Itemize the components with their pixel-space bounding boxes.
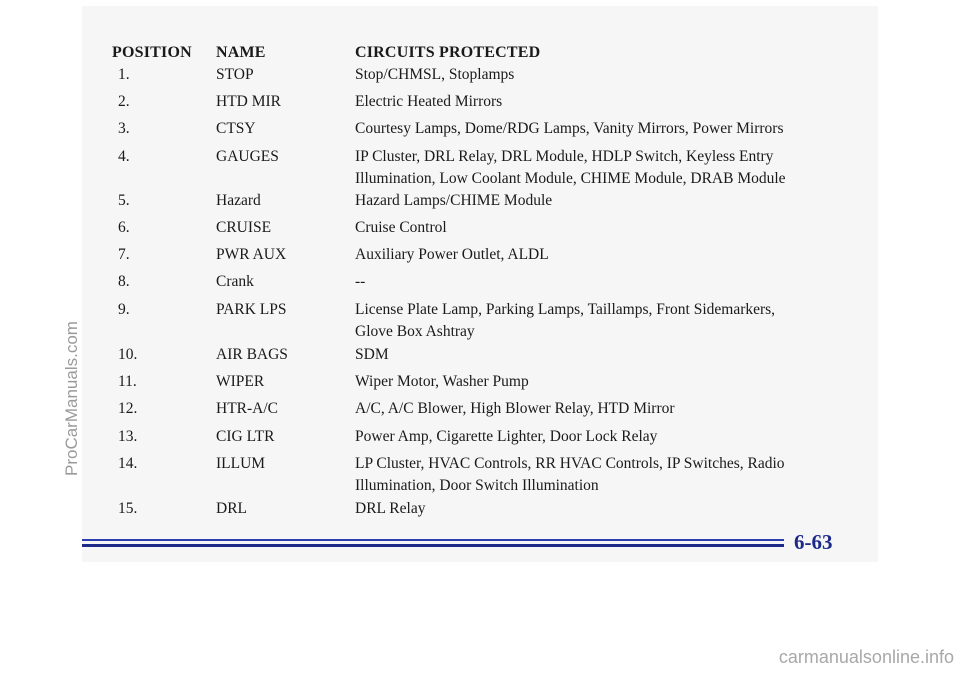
row-name: WIPER: [216, 373, 265, 390]
page-number: 6-63: [794, 530, 833, 554]
page-footer-rule: [82, 536, 784, 550]
circuit-line: Wiper Motor, Washer Pump: [355, 373, 529, 390]
row-position: 10.: [118, 346, 138, 363]
row-circuits: [355, 498, 855, 520]
circuit-line: Illumination, Low Coolant Module, CHIME Module, DRAB Module: [355, 170, 786, 187]
circuit-line: License Plate Lamp, Parking Lamps, Taillamps, Front Sidemarkers,: [355, 301, 776, 318]
row-name: PARK LPS: [216, 301, 287, 318]
row-position: 12.: [118, 400, 138, 417]
circuit-line: Electric Heated Mirrors: [355, 93, 503, 110]
circuit-line: LP Cluster, HVAC Controls, RR HVAC Controls, IP Switches, Radio: [355, 455, 785, 472]
row-position: 14.: [118, 455, 138, 472]
row-circuits: [355, 64, 855, 86]
row-circuits: [355, 190, 855, 212]
row-circuits: [355, 91, 855, 113]
row-position: 13.: [118, 428, 138, 445]
row-position: 11.: [118, 373, 137, 390]
circuit-line: DRL Relay: [355, 500, 426, 517]
circuit-line: Stop/CHMSL, Stoplamps: [355, 66, 515, 83]
row-circuits: [355, 118, 855, 140]
watermark-side: ProCarManuals.com: [62, 321, 81, 476]
circuit-line: A/C, A/C Blower, High Blower Relay, HTD Mirror: [355, 400, 675, 417]
row-position: 3.: [118, 120, 130, 137]
circuit-line: Cruise Control: [355, 219, 447, 236]
header-position: POSITION: [112, 44, 192, 61]
circuit-line: Auxiliary Power Outlet, ALDL: [355, 246, 549, 263]
row-name: CIG LTR: [216, 428, 275, 445]
row-name: STOP: [216, 66, 254, 83]
row-circuits: [355, 344, 855, 366]
row-circuits: [355, 398, 855, 420]
row-circuits: [355, 453, 855, 497]
row-position: 2.: [118, 93, 130, 110]
circuit-line: Illumination, Door Switch Illumination: [355, 477, 599, 494]
row-position: 5.: [118, 192, 130, 209]
watermark-bottom: carmanualsonline.info: [778, 647, 954, 667]
row-position: 1.: [118, 66, 130, 83]
row-name: Hazard: [216, 192, 261, 209]
row-position: 6.: [118, 219, 130, 236]
circuit-line: Power Amp, Cigarette Lighter, Door Lock Relay: [355, 428, 658, 445]
row-name: CTSY: [216, 120, 256, 137]
row-position: 15.: [118, 500, 138, 517]
row-circuits: [355, 244, 855, 266]
row-circuits: [355, 217, 855, 239]
row-position: 4.: [118, 148, 130, 165]
row-circuits: [355, 271, 855, 293]
circuit-line: Glove Box Ashtray: [355, 323, 475, 340]
row-circuits: [355, 299, 855, 343]
row-circuits: [355, 371, 855, 393]
row-position: 9.: [118, 301, 130, 318]
circuit-line: --: [355, 273, 366, 290]
row-name: AIR BAGS: [216, 346, 288, 363]
row-name: HTD MIR: [216, 93, 282, 110]
row-name: DRL: [216, 500, 247, 517]
row-position: 8.: [118, 273, 130, 290]
circuit-line: SDM: [355, 346, 389, 363]
manual-page: [82, 6, 878, 562]
row-circuits: [355, 426, 855, 448]
row-name: ILLUM: [216, 455, 266, 472]
row-name: CRUISE: [216, 219, 272, 236]
row-name: GAUGES: [216, 148, 279, 165]
circuit-line: Courtesy Lamps, Dome/RDG Lamps, Vanity Mirrors, Power Mirrors: [355, 120, 784, 137]
circuit-line: Hazard Lamps/CHIME Module: [355, 192, 553, 209]
row-position: 7.: [118, 246, 130, 263]
row-name: HTR-A/C: [216, 400, 278, 417]
header-name: NAME: [216, 44, 266, 61]
row-name: PWR AUX: [216, 246, 287, 263]
row-circuits: [355, 146, 855, 190]
header-circuits: CIRCUITS PROTECTED: [355, 44, 541, 61]
row-name: Crank: [216, 273, 254, 290]
circuit-line: IP Cluster, DRL Relay, DRL Module, HDLP Switch, Keyless Entry: [355, 148, 774, 165]
